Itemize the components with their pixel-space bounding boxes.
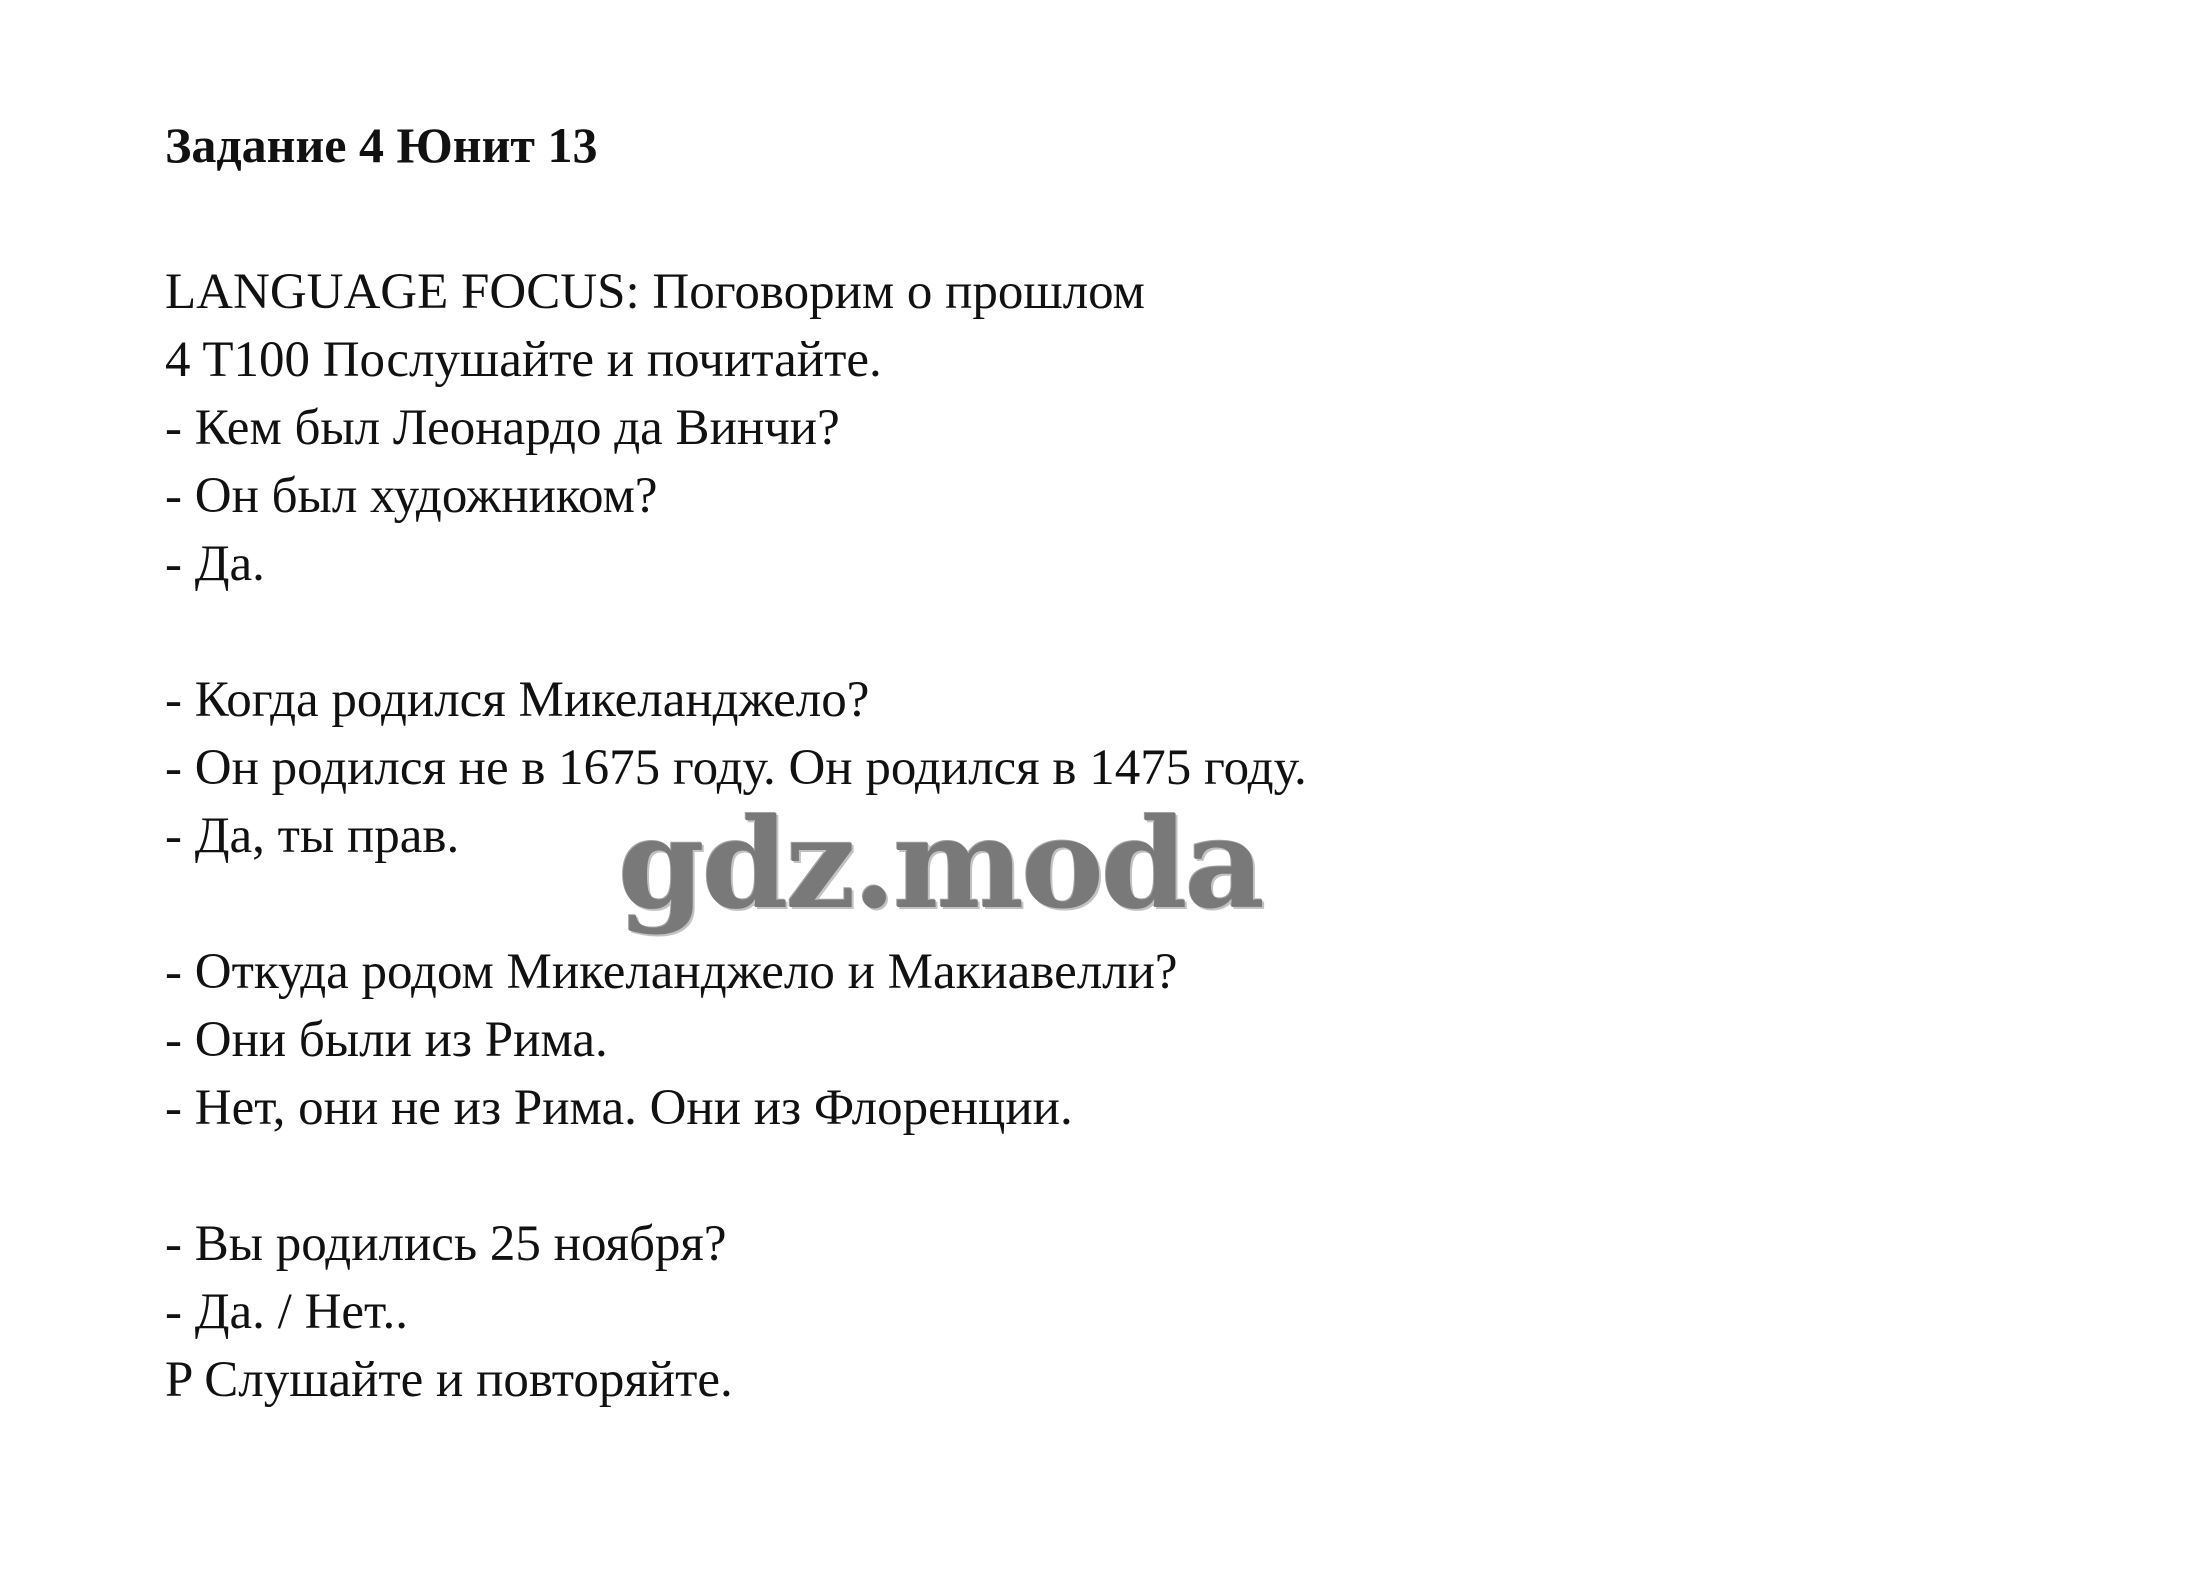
watermark-logo: gdz.moda xyxy=(618,792,1262,937)
dialogue-line: - Кем был Леонардо да Винчи? xyxy=(165,400,840,456)
instruction-line: P Слушайте и повторяйте. xyxy=(165,1352,733,1408)
section-heading: LANGUAGE FOCUS: Поговорим о прошлом xyxy=(165,264,1145,320)
instruction-line: 4 T100 Послушайте и почитайте. xyxy=(165,332,882,388)
paragraph-gap xyxy=(165,1142,1307,1210)
dialogue-line: - Да, ты прав. xyxy=(165,808,460,864)
dialogue-line: - Нет, они не из Рима. Они из Флоренции. xyxy=(165,1080,1073,1136)
dialogue-line: - Да. xyxy=(165,536,265,592)
dialogue-line: - Когда родился Микеланджело? xyxy=(165,672,870,728)
dialogue-line: - Вы родились 25 ноября? xyxy=(165,1216,727,1272)
dialogue-line: - Он родился не в 1675 году. Он родился в 1475 году. xyxy=(165,740,1307,796)
dialogue-line: - Да. / Нет.. xyxy=(165,1284,408,1340)
dialogue-line: - Он был художником? xyxy=(165,468,658,524)
page-title: Задание 4 Юнит 13 xyxy=(165,117,598,173)
dialogue-line: - Откуда родом Микеланджело и Макиавелли? xyxy=(165,944,1178,1000)
dialogue-line: - Они были из Рима. xyxy=(165,1012,608,1068)
paragraph-gap xyxy=(165,598,1307,666)
